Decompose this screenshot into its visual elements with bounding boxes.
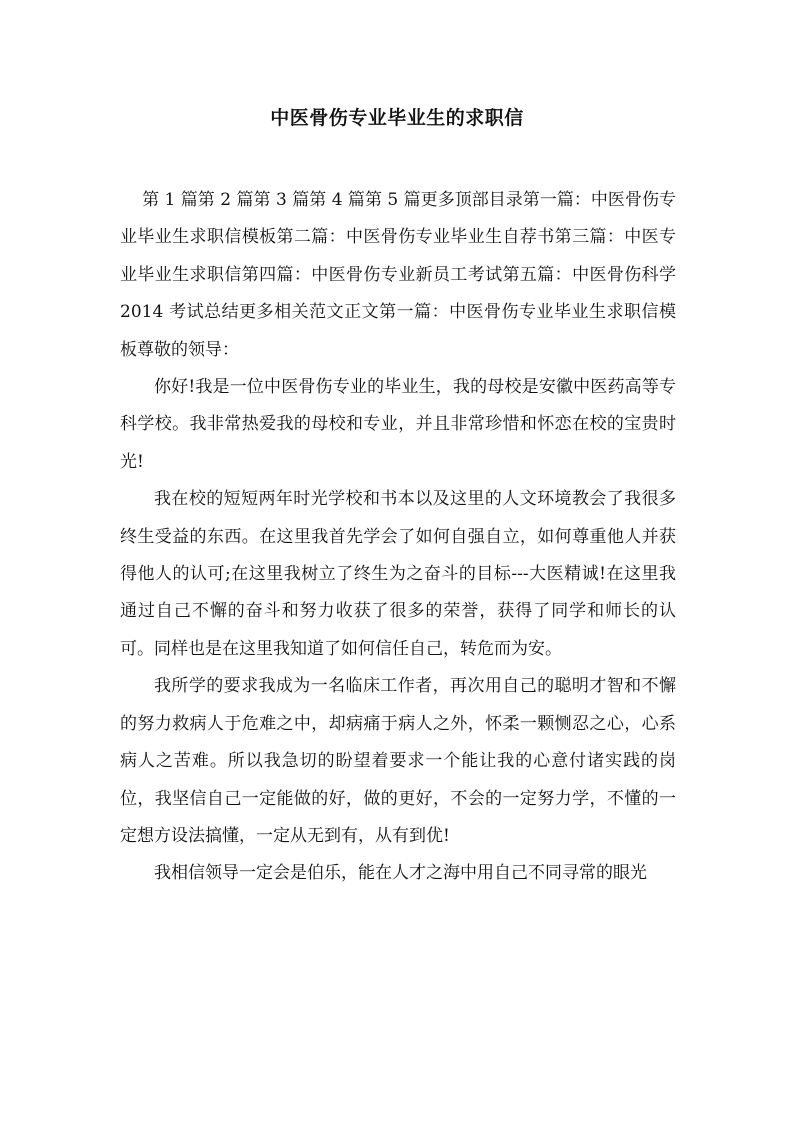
paragraph-school-life: 我在校的短短两年时光学校和书本以及这里的人文环境教会了我很多终生受益的东西。在这里我首先学会了如何自强自立，如何尊重他人并获得他人的认可;在这里我树立了终生为之奋斗的目标---大医精诚!在这里我通过自己不懈的奋斗和努力收获了很多的荣誉，获得了同学和师长的认可。同样也是在这里我知道了如何信任自己，转危而为安。 [120,489,676,659]
paragraph-closing-partial: 我相信领导一定会是伯乐，能在人才之海中用自己不同寻常的眼光 [154,863,647,884]
paragraph-greeting: 你好!我是一位中医骨伤专业的毕业生，我的母校是安徽中医药高等专科学校。我非常热爱我的母校和专业，并且非常珍惜和怀恋在校的宝贵时光! [120,377,676,472]
paragraph-table-of-contents: 第 1 篇第 2 篇第 3 篇第 4 篇第 5 篇更多顶部目录第一篇：中医骨伤专业毕业生求职信模板第二篇：中医骨伤专业毕业生自荐书第三篇：中医专业毕业生求职信第四篇：中医骨伤专业新员工考试第五篇：中医骨伤科学 2014 考试总结更多相关范文正文第一篇：中医骨伤专业毕业生求职信模板尊敬的领导： [120,190,676,360]
document-body [120,182,676,893]
document-title: 中医骨伤专业毕业生的求职信 [270,107,524,129]
paragraph-career-goal: 我所学的要求我成为一名临床工作者，再次用自己的聪明才智和不懈的努力救病人于危难之中，却病痛于病人之外，怀柔一颗恻忍之心，心系病人之苦难。所以我急切的盼望着要求一个能让我的心意付诸实践的岗位，我坚信自己一定能做的好，做的更好，不会的一定努力学，不懂的一定想方设法搞懂，一定从无到有，从有到优! [120,676,676,846]
